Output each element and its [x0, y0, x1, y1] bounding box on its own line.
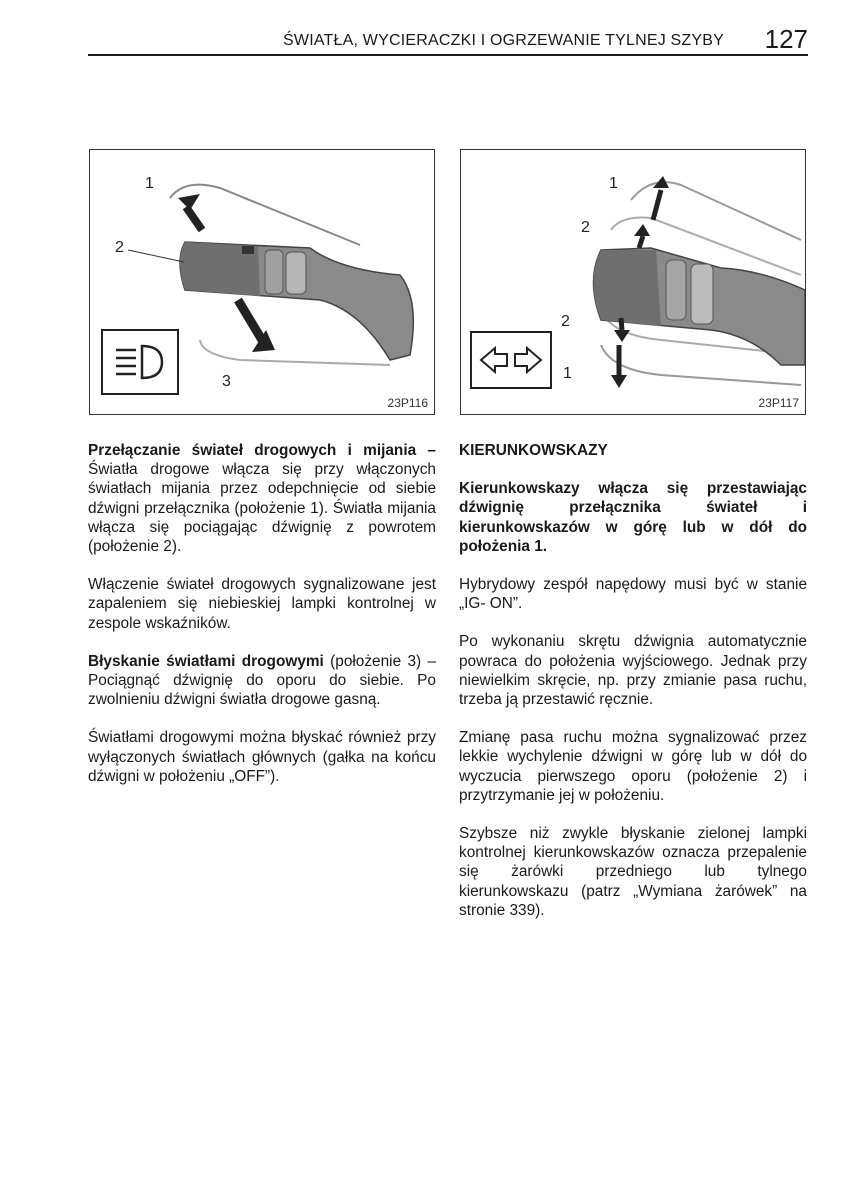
figure-label-2: 2 — [115, 239, 124, 256]
headlight-lever-illustration — [90, 150, 434, 414]
figure-label-1: 1 — [145, 175, 154, 192]
paragraph-bold-text: Kierunkowskazy włącza się przestawiając dźwignię przełącznika świateł i kierunkowskazów w górę lub w dół do położenia 1. — [459, 480, 807, 555]
paragraph-bold — [459, 479, 807, 556]
paragraph — [88, 652, 436, 710]
section-heading: KIERUNKOWSKAZY — [459, 442, 608, 459]
turn-signal-arrows-icon — [471, 332, 551, 388]
paragraph: Hybrydowy zespół napędowy musi być w stanie „IG- ON”. — [459, 576, 807, 613]
paragraph: Światłami drogowymi można błyskać również przy wyłączonych światłach głównych (gałka na końcu dźwigni w położeniu „OFF”). — [88, 729, 436, 785]
paragraph: Włączenie świateł drogowych sygnalizowane jest zapaleniem się niebieskiej lampki kontrolnej w zespole wskaźników. — [88, 576, 436, 632]
paragraph-text: (położenie 3) – Pociągnąć dźwignię do oporu do siebie. Po zwolnieniu dźwigni światła drogowe gasną. — [88, 652, 436, 709]
section-title: ŚWIATŁA, WYCIERACZKI I OGRZEWANIE TYLNEJ SZYBY — [283, 32, 724, 49]
figure-code: 23P116 — [387, 396, 428, 410]
paragraph-text: Światła drogowe włącza się przy włączonych światłach mijania przez odepchnięcie od siebie dźwigni przełącznika (położenie 1). Światła mijania włącza się pociągając dźwignię z powrotem (położenie 2). — [88, 461, 436, 556]
right-text-column — [459, 441, 807, 939]
left-text-column — [88, 441, 436, 805]
paragraph — [88, 441, 436, 556]
figure-label-1-top: 1 — [609, 175, 618, 192]
figure-label-2-bottom: 2 — [561, 313, 570, 330]
figure-label-2-top: 2 — [581, 219, 590, 236]
page-number: 127 — [764, 24, 808, 54]
paragraph-bold-lead: Przełączanie świateł drogowych i mijania – — [88, 442, 436, 459]
paragraph: Zmianę pasa ruchu można sygnalizować przez lekkie wychylenie dźwigni w górę lub w dół do wyczucia pierwszego oporu (położenie 2) i przytrzymanie jej w położeniu. — [459, 729, 807, 804]
headlight-high-beam-icon — [102, 330, 178, 394]
figure-turn-signal-lever — [460, 149, 806, 415]
page-header — [88, 24, 808, 56]
figure-label-3: 3 — [222, 373, 231, 390]
turn-signal-lever-illustration — [461, 150, 805, 414]
paragraph: Po wykonaniu skrętu dźwignia automatycznie powraca do położenia wyjściowego. Jednak przy niewielkim skręcie, np. przy zmianie pasa ruchu, trzeba ją przestawić ręcznie. — [459, 633, 807, 709]
paragraph-bold-lead: Błyskanie światłami drogowymi — [88, 652, 324, 670]
figure-code: 23P117 — [758, 396, 799, 410]
paragraph: Szybsze niż zwykle błyskanie zielonej lampki kontrolnej kierunkowskazów oznacza przepalenie się żarówki przedniego lub tylnego kierunkowskazu (patrz „Wymiana żarówek” na stronie 339). — [459, 825, 807, 919]
figure-headlight-lever — [89, 149, 435, 415]
figure-label-1-bottom: 1 — [563, 365, 572, 382]
